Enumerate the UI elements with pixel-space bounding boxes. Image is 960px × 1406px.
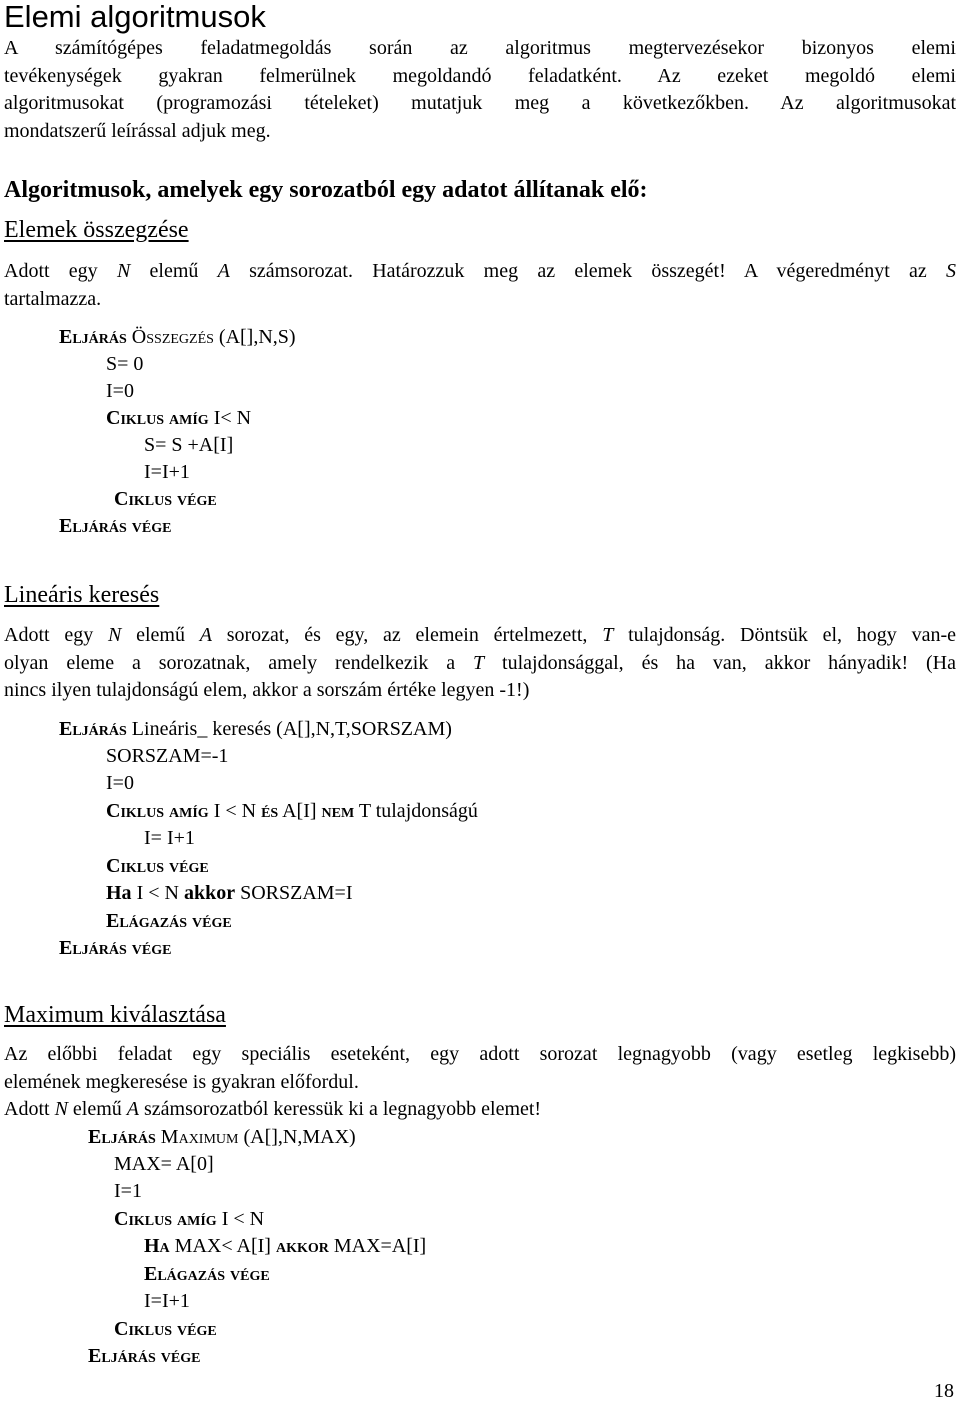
code-line: Ciklus amíg I< N — [106, 407, 252, 429]
code-line: Ciklus amíg I < N és A[I] nem T tulajdonságú — [106, 800, 478, 822]
code-line: Elágazás vége — [106, 910, 232, 932]
sum-description — [4, 258, 956, 313]
code-line: I=0 — [106, 772, 134, 794]
code-line: Eljárás vége — [88, 1345, 201, 1367]
code-line: Ciklus amíg I < N — [114, 1208, 265, 1230]
code-line: Eljárás Maximum (A[],N,MAX) — [88, 1126, 356, 1148]
intro-line: tevékenységek gyakran felmerülnek megoldandó feladatként. Az ezeket megoldó elemi — [4, 64, 956, 87]
code-line: I= I+1 — [144, 827, 195, 849]
intro-line: algoritmusokat (programozási tételeket) mutatjuk meg a következőkben. Az algoritmusokat — [4, 92, 956, 114]
code-line: Elágazás vége — [144, 1263, 270, 1285]
code-line: Ha I < N akkor SORSZAM=I — [106, 882, 353, 904]
intro-paragraph — [4, 35, 956, 145]
page-title: Elemi algoritmusok — [4, 0, 266, 34]
intro-line: A számítógépes feladatmegoldás során az algoritmus megtervezésekor bizonyos elemi — [4, 37, 956, 59]
code-line: I=I+1 — [144, 461, 190, 483]
code-line: SORSZAM=-1 — [106, 745, 229, 767]
linear-description — [4, 622, 956, 705]
section-heading: Algoritmusok, amelyek egy sorozatból egy adatot állítanak elő: — [4, 177, 648, 203]
maximum-desc-line: Az előbbi feladat egy speciális eseteként, egy adott sorozat legnagyobb (vagy esetleg legkisebb) — [4, 1043, 956, 1065]
code-line: MAX= A[0] — [114, 1153, 214, 1175]
code-line: Ha MAX< A[I] akkor MAX=A[I] — [144, 1235, 427, 1257]
sum-heading: Elemek összegzése — [4, 217, 189, 243]
code-line: Ciklus vége — [114, 488, 217, 510]
linear-desc-line: nincs ilyen tulajdonságú elem, akkor a sorszám értéke legyen -1!) — [4, 679, 530, 701]
code-line: Eljárás vége — [59, 937, 172, 959]
maximum-desc-line: elemének megkeresése is gyakran előfordul. — [4, 1070, 359, 1093]
intro-line: mondatszerű leírással adjuk meg. — [4, 119, 271, 142]
linear-desc-line: Adott egy N elemű A sorozat, és egy, az elemein értelmezett, T tulajdonság. Döntsük el, hogy van-e — [4, 624, 956, 646]
code-line: Ciklus vége — [106, 855, 209, 877]
code-line: I=0 — [106, 380, 134, 402]
maximum-description — [4, 1041, 956, 1124]
code-line: Ciklus vége — [114, 1318, 217, 1340]
code-line: Eljárás Lineáris_ keresés (A[],N,T,SORSZAM) — [59, 718, 452, 740]
code-line: S= S +A[I] — [144, 434, 234, 456]
sum-desc-line: Adott egy N elemű A számsorozat. Határozzuk meg az elemek összegét! A végeredményt az S — [4, 260, 956, 282]
linear-search-heading: Lineáris keresés — [4, 582, 160, 608]
code-line: I=1 — [114, 1180, 142, 1202]
maximum-desc-line: Adott N elemű A számsorozatból keressük ki a legnagyobb elemet! — [4, 1098, 542, 1120]
document-page — [4, 0, 956, 1406]
linear-desc-line: olyan eleme a sorozatnak, amely rendelkezik a T tulajdonsággal, és ha van, akkor hányadik! (Ha — [4, 651, 956, 674]
code-line: I=I+1 — [144, 1290, 190, 1312]
code-line: Eljárás vége — [59, 515, 172, 537]
page-number: 18 — [934, 1380, 954, 1402]
sum-desc-line: tartalmazza. — [4, 287, 102, 310]
code-line: Eljárás Összegzés (A[],N,S) — [59, 326, 296, 348]
maximum-heading: Maximum kiválasztása — [4, 1002, 226, 1028]
code-line: S= 0 — [106, 353, 144, 375]
